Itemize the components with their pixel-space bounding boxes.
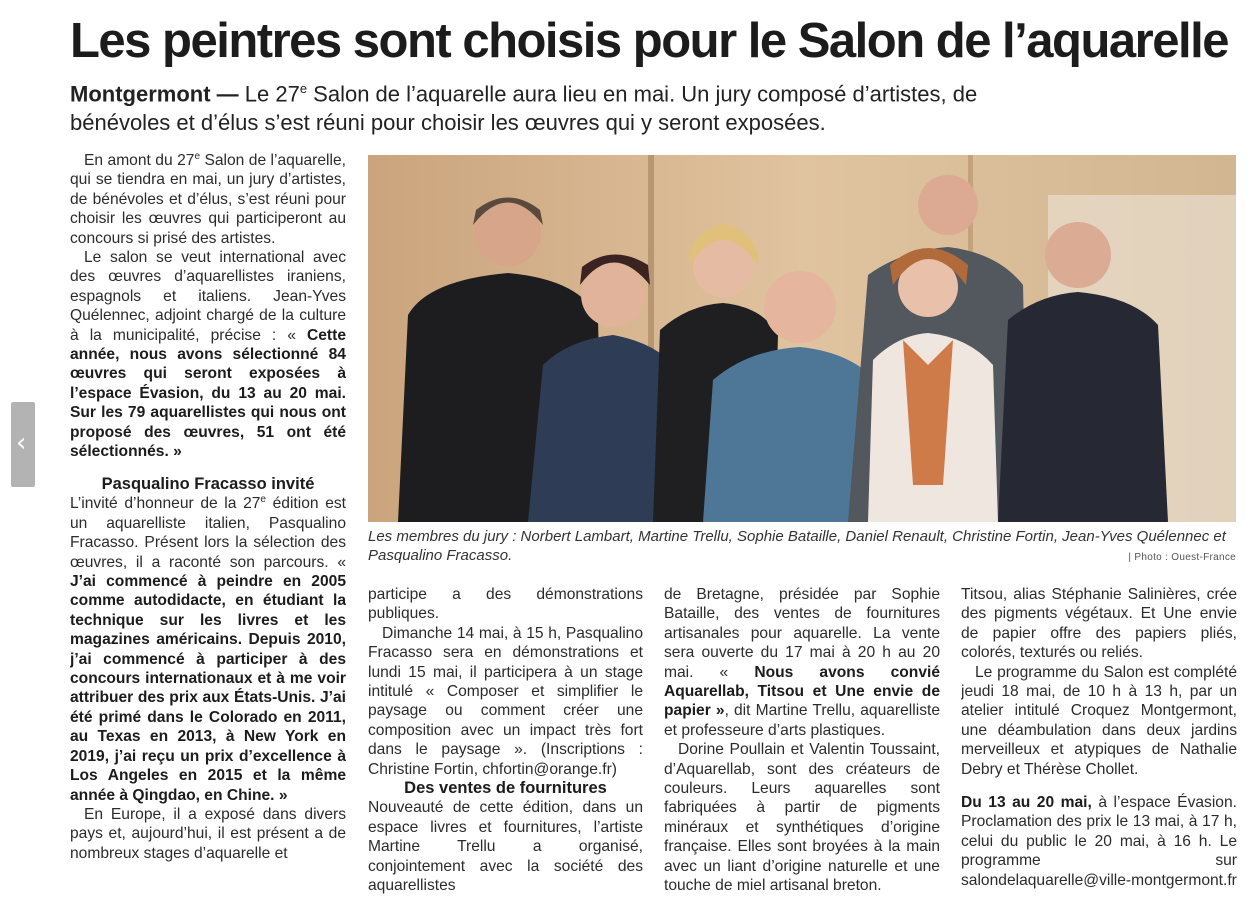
subheading-supplies: Des ventes de fournitures	[404, 779, 607, 798]
quote-bold: Nous avons convié Aquarellab, Titsou et Une envie de papier »	[664, 663, 940, 720]
paragraph: Dimanche 14 mai, à 15 h, Pasqualino Fracasso sera en démonstrations et lundi 15 mai, il participera à un stage intitulé « Composer et simplifier le paysage ou comment créer une composition avec un impact très fort dans le paysage ». (Inscriptions : Christine Fortin, chfortin@orange.fr)	[368, 624, 643, 778]
chapo-sup: e	[299, 81, 308, 96]
chapo-text-start: Le 27	[238, 81, 300, 107]
column-1-bottom	[70, 475, 346, 912]
text: , dit Martine Trellu, aquarelliste et professeure d’arts plastiques.	[664, 702, 940, 739]
text: à l’espace Évasion. Proclamation des prix le 13 mai, à 17 h, celui du public le 20 mai, à 16 h. Le programme sur salondelaquarelle@ville-montgermont.fr	[961, 794, 1237, 889]
chevron-left-icon: ‹	[16, 428, 27, 458]
sup: e	[260, 494, 266, 506]
dateline-place: Montgermont —	[70, 81, 239, 107]
paragraph: participe a des démonstrations publiques.	[368, 586, 643, 623]
paragraph: Titsou, alias Stéphanie Salinières, crée des pigments végétaux. Et Une envie de papier offre des papiers pliés, colorés, texturés ou reliés.	[961, 586, 1237, 662]
text: Salon de l’aquarelle, qui se tiendra en mai, un jury d’artistes, de bénévoles et d’élus, s’est réuni pour choisir les œuvres qui participeront au concours si prisé des artistes.	[70, 152, 346, 247]
column-3	[664, 585, 940, 912]
paragraph: En Europe, il a exposé dans divers pays et, aujourd’hui, il est présent a de nombreux stages d’aquarelle et	[70, 805, 346, 862]
subheading-guest: Pasqualino Fracasso invité	[101, 475, 315, 493]
paragraph: Le programme du Salon est complété jeudi 18 mai, de 10 h à 13 h, par un atelier intitulé Croquez Montgermont, une déambulation dans deux jardins merveilleux et atypiques de Nathalie Debry et Thérèse Chollet.	[961, 663, 1237, 778]
quote-bold: Cette année, nous avons sélectionné 84 œuvres qui seront exposées à l’espace Évasion, du 13 au 20 mai. Sur les 79 aquarellistes qui nous ont proposé des œuvres, 51 ont été sélectionnés. »	[70, 326, 346, 461]
column-4	[961, 585, 1237, 912]
sup: e	[194, 151, 200, 162]
previous-page-button[interactable]	[11, 402, 35, 487]
quote-bold: J’ai commencé à peindre en 2005 comme autodidacte, en étudiant la technique sur les livres et les magazines américains. Depuis 2010, j’ai commencé à participer à des concours internationaux et à me voir attribuer des prix aux États-Unis. J’ai été primé dans le Colorado en 2011, au Texas en 2013, à New York en 2019, j’ai reçu un prix d’excellence à Los Angeles en 2015 et la même année à Qingdao, en Chine. »	[70, 573, 346, 804]
chapo-text-end: Salon de l’aquarelle aura lieu en mai. Un jury composé d’artistes, de bénévoles et d’élus s’est réuni pour choisir les œuvres qui y seront exposées.	[70, 81, 978, 136]
paragraph: Dorine Poullain et Valentin Toussaint, d’Aquarellab, sont des créateurs de couleurs. Leurs aquarelles sont fabriquées à partir de pigments minéraux et synthétiques d’origine française. Elles sont broyées à la main avec un liant d’origine naturelle et une touche de miel artisanal breton.	[664, 741, 940, 895]
jury-photo-illustration	[368, 155, 1236, 522]
paragraph	[70, 494, 346, 805]
jury-photo	[368, 155, 1236, 522]
practical-info	[961, 793, 1237, 890]
column-2	[368, 585, 643, 912]
text: L’invité d’honneur de la 27	[70, 495, 261, 513]
paragraph: Nouveauté de cette édition, dans un espace livres et fournitures, l’artiste Martine Trellu a organisé, conjointement avec la société des aquarellistes	[368, 799, 643, 895]
paragraph	[70, 151, 346, 248]
headline: Les peintres sont choisis pour le Salon de l’aquarelle	[70, 14, 1228, 68]
paragraph	[664, 585, 940, 740]
paragraph	[70, 248, 346, 461]
text: de Bretagne, présidée par Sophie Bataille, des ventes de fournitures artisanales pour aquarelle. La vente sera ouverte du 17 mai à 20 h au 20 mai. «	[664, 586, 940, 681]
column-1-top	[70, 151, 346, 467]
text: En amont du 27	[84, 152, 195, 169]
chapo	[70, 74, 1030, 137]
text: Le salon se veut international avec des œuvres d’aquarellistes iraniens, espagnols et italiens. Jean-Yves Quélennec, adjoint chargé de la culture à la municipalité, précise : «	[70, 249, 346, 344]
photo-credit: | Photo : Ouest-France	[1128, 552, 1236, 563]
dates-bold: Du 13 au 20 mai,	[961, 794, 1092, 812]
text: édition est un aquarelliste italien, Pasqualino Fracasso. Présent lors la sélection des œuvres, il a raconté son parcours. «	[70, 495, 346, 571]
photo-caption: Les membres du jury : Norbert Lambart, Martine Trellu, Sophie Bataille, Daniel Renault, Christine Fortin, Jean-Yves Quélennec et Pasqualino Fracasso.	[368, 528, 1226, 564]
